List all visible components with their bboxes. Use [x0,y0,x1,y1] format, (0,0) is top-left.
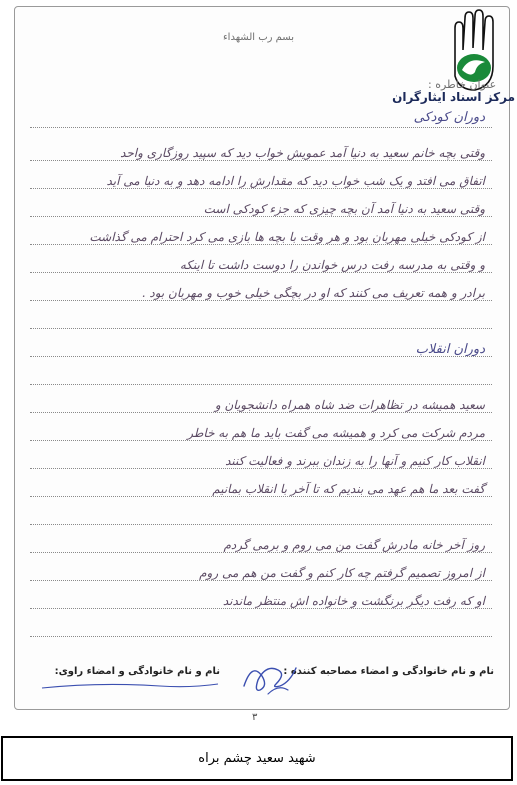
ruled-line [30,300,492,301]
handwritten-line: از امروز تصمیم گرفتم چه کار کنم و گفت من هم می روم [199,566,485,580]
ruled-line [30,608,492,609]
ruled-line [30,160,492,161]
ruled-line [30,468,492,469]
handwritten-line: از کودکی خیلی مهربان بود و هر وقت با بچه ها بازی می کرد احترام می گذاشت [89,230,485,244]
narrator-signature-label: نام و نام خانوادگی و امضاء راوی: [54,666,220,677]
revolution-heading: دوران انقلاب [415,342,485,357]
handwritten-line: و وقتی به مدرسه رفت درس خواندن را دوست داشت تا اینکه [179,258,485,272]
handwritten-line: سعید همیشه در تظاهرات ضد شاه همراه دانشجویان و [214,398,485,412]
handwritten-line: اتفاق می افتد و یک شب خواب دید که مقدارش را ادامه دهد و به دنیا می آید [106,174,485,188]
handwritten-line: انقلاب کار کنیم و آنها را به زندان ببرند و فعالیت کنند [225,454,485,468]
handwritten-line: او که رفت دیگر برنگشت و خانواده اش منتظر ماندند [222,594,485,608]
basmala-header: بسم رب الشهداء [222,32,295,43]
handwritten-line: برادر و همه تعریف می کنند که او در بچگی خیلی خوب و مهربان بود . [141,286,485,300]
handwritten-line: روز آخر خانه مادرش گفت من می روم و برمی گردم [223,538,485,552]
handwritten-line: وقتی بچه خانم سعید به دنیا آمد عمویش خواب دید که سپید روزگاری واحد [120,146,485,160]
ruled-line [30,412,492,413]
archive-logo-text: مرکز اسناد ایثارگران [392,90,515,104]
ruled-line [30,244,492,245]
handwritten-line: گفت بعد ما هم عهد می بندیم که تا آخر با انقلاب بمانیم [212,482,485,496]
martyr-name-caption: شهید سعید چشم براه [198,751,316,766]
narrator-signature-stroke [40,680,220,692]
page-number: ۳ [252,712,258,723]
interviewer-signature-icon [238,656,302,698]
ruled-line [30,328,492,329]
caption-box [1,736,513,781]
interviewer-signature-label: نام و نام خانوادگی و امضاء مصاحبه کننده : [283,666,494,677]
ruled-line [30,127,492,128]
ruled-line [30,496,492,497]
ruled-line [30,188,492,189]
ruled-line [30,580,492,581]
ruled-line [30,524,492,525]
ruled-line [30,636,492,637]
ruled-line [30,440,492,441]
ruled-line [30,552,492,553]
memory-title-label: عنوان خاطره : [428,78,497,91]
handwritten-line: مردم شرکت می کرد و همیشه می گفت باید ما هم به خاطر [187,426,485,440]
ruled-line [30,384,492,385]
ruled-line [30,272,492,273]
childhood-heading: دوران کودکی [413,110,485,125]
ruled-line [30,216,492,217]
handwritten-line: وقتی سعید به دنیا آمد آن بچه چیزی که جزء کودکی است [203,202,485,216]
